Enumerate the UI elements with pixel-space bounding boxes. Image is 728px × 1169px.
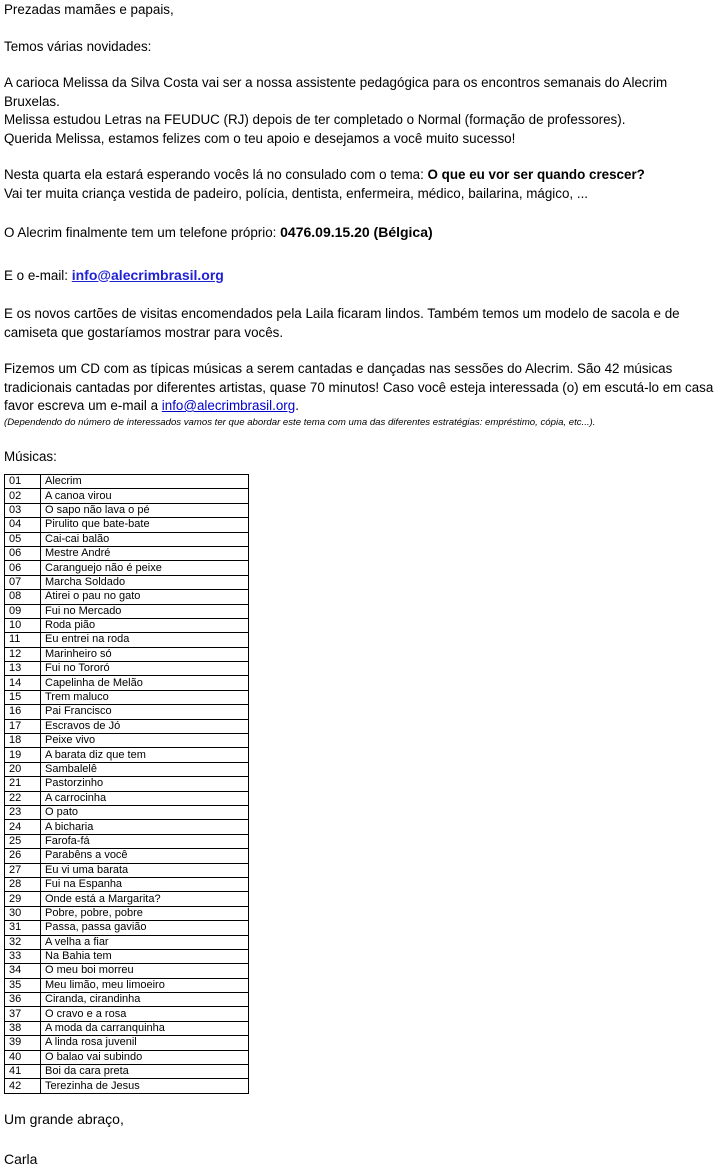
song-number: 05 — [5, 532, 41, 546]
song-title: A barata diz que tem — [41, 748, 249, 762]
song-title: Peixe vivo — [41, 734, 249, 748]
song-number: 11 — [5, 633, 41, 647]
table-row — [5, 762, 249, 776]
intro-line: Temos várias novidades: — [4, 38, 152, 54]
song-title: Capelinha de Melão — [41, 676, 249, 690]
wednesday-line-1 — [4, 166, 726, 185]
song-number: 39 — [5, 1036, 41, 1050]
song-number: 16 — [5, 705, 41, 719]
table-row — [5, 921, 249, 935]
song-number: 23 — [5, 805, 41, 819]
table-row — [5, 1079, 249, 1093]
song-title: O meu boi morreu — [41, 964, 249, 978]
song-title: A velha a fiar — [41, 935, 249, 949]
songs-table — [4, 474, 249, 1094]
song-title: Fui na Espanha — [41, 877, 249, 891]
song-number: 29 — [5, 892, 41, 906]
assistant-line-2: Melissa estudou Letras na FEUDUC (RJ) depois de ter completado o Normal (formação de professores). — [4, 112, 626, 127]
table-row — [5, 1065, 249, 1079]
song-title: Pai Francisco — [41, 705, 249, 719]
song-title: Fui no Mercado — [41, 604, 249, 618]
song-number: 07 — [5, 575, 41, 589]
table-row — [5, 978, 249, 992]
phone-prefix: O Alecrim finalmente tem um telefone próprio: — [4, 225, 281, 240]
song-number: 38 — [5, 1021, 41, 1035]
table-row — [5, 964, 249, 978]
table-row — [5, 690, 249, 704]
song-number: 06 — [5, 546, 41, 560]
song-title: A canoa virou — [41, 489, 249, 503]
cd-line-3-suffix: . — [295, 398, 299, 413]
song-number: 19 — [5, 748, 41, 762]
song-number: 32 — [5, 935, 41, 949]
cards-paragraph — [4, 305, 726, 342]
cards-line-1: E os novos cartões de visitas encomendados pela Laila ficaram lindos. Também temos um modelo de sacola e de — [4, 306, 680, 321]
song-number: 20 — [5, 762, 41, 776]
song-number: 36 — [5, 993, 41, 1007]
email-body — [4, 0, 726, 1169]
table-row — [5, 734, 249, 748]
assistant-paragraph — [4, 74, 726, 148]
table-row — [5, 705, 249, 719]
table-row — [5, 618, 249, 632]
wednesday-theme: O que eu vor ser quando crescer? — [427, 167, 645, 182]
song-title: O pato — [41, 805, 249, 819]
phone-number: 0476.09.15.20 (Bélgica) — [280, 224, 433, 240]
cd-line-3-prefix: favor escreva um e-mail a — [4, 398, 162, 413]
song-title: O sapo não lava o pé — [41, 503, 249, 517]
cd-note: (Dependendo do número de interessados vamos ter que abordar este tema com uma das diferentes estratégias: empréstimo, cópia, etc...). — [4, 416, 596, 428]
song-title: Roda pião — [41, 618, 249, 632]
email-prefix: E o e-mail: — [4, 267, 72, 283]
song-title: Farofa-fá — [41, 834, 249, 848]
song-number: 25 — [5, 834, 41, 848]
table-row — [5, 877, 249, 891]
song-title: Mestre André — [41, 546, 249, 560]
song-number: 02 — [5, 489, 41, 503]
table-row — [5, 647, 249, 661]
table-row — [5, 1036, 249, 1050]
song-title: Alecrim — [41, 475, 249, 489]
cards-line-2: camiseta que gostaríamos mostrar para vocês. — [4, 324, 284, 340]
greeting: Prezadas mamães e papais, — [4, 2, 174, 17]
song-number: 24 — [5, 820, 41, 834]
song-number: 18 — [5, 734, 41, 748]
closing: Um grande abraço, — [4, 1110, 124, 1127]
song-number: 27 — [5, 863, 41, 877]
song-title: Ciranda, cirandinha — [41, 993, 249, 1007]
song-number: 04 — [5, 518, 41, 532]
table-row — [5, 503, 249, 517]
cd-line-3 — [4, 397, 726, 416]
table-row — [5, 863, 249, 877]
song-number: 30 — [5, 906, 41, 920]
song-number: 42 — [5, 1079, 41, 1093]
table-row — [5, 906, 249, 920]
song-number: 28 — [5, 877, 41, 891]
songs-heading: Músicas: — [4, 448, 57, 464]
song-title: Pirulito que bate-bate — [41, 518, 249, 532]
table-row — [5, 1050, 249, 1064]
song-title: Na Bahia tem — [41, 949, 249, 963]
song-title: Fui no Tororó — [41, 662, 249, 676]
cd-paragraph — [4, 360, 726, 429]
song-title: Parabêns a você — [41, 849, 249, 863]
email-paragraph — [4, 266, 726, 286]
song-number: 01 — [5, 475, 41, 489]
song-number: 15 — [5, 690, 41, 704]
table-row — [5, 949, 249, 963]
song-number: 31 — [5, 921, 41, 935]
song-title: Escravos de Jó — [41, 719, 249, 733]
song-number: 35 — [5, 978, 41, 992]
table-row — [5, 518, 249, 532]
wednesday-prefix: Nesta quarta ela estará esperando vocês lá no consulado com o tema: — [4, 167, 428, 182]
assistant-line-3: Querida Melissa, estamos felizes com o teu apoio e desejamos a você muito sucesso! — [4, 130, 516, 146]
song-title: Sambalelê — [41, 762, 249, 776]
table-row — [5, 546, 249, 560]
cd-email-link[interactable]: info@alecrimbrasil.org — [161, 398, 296, 413]
table-row — [5, 489, 249, 503]
table-row — [5, 676, 249, 690]
song-title: A carrocinha — [41, 791, 249, 805]
song-number: 34 — [5, 964, 41, 978]
phone-paragraph — [4, 223, 726, 243]
song-number: 06 — [5, 561, 41, 575]
signature: Carla — [4, 1151, 38, 1168]
song-title: Onde está a Margarita? — [41, 892, 249, 906]
song-number: 08 — [5, 590, 41, 604]
song-title: Meu limão, meu limoeiro — [41, 978, 249, 992]
wednesday-paragraph — [4, 166, 726, 203]
song-number: 09 — [5, 604, 41, 618]
song-number: 41 — [5, 1065, 41, 1079]
table-row — [5, 805, 249, 819]
table-row — [5, 475, 249, 489]
song-number: 33 — [5, 949, 41, 963]
table-row — [5, 791, 249, 805]
song-title: Passa, passa gavião — [41, 921, 249, 935]
table-row — [5, 1021, 249, 1035]
table-row — [5, 1007, 249, 1021]
table-row — [5, 662, 249, 676]
table-row — [5, 561, 249, 575]
song-title: A moda da carranquinha — [41, 1021, 249, 1035]
song-number: 37 — [5, 1007, 41, 1021]
assistant-line-1: A carioca Melissa da Silva Costa vai ser a nossa assistente pedagógica para os encontros semanais do Alecrim Bruxelas. — [4, 75, 668, 109]
songs-table-body — [5, 475, 249, 1094]
song-title: Pastorzinho — [41, 777, 249, 791]
song-number: 22 — [5, 791, 41, 805]
song-title: Pobre, pobre, pobre — [41, 906, 249, 920]
song-title: A linda rosa juvenil — [41, 1036, 249, 1050]
table-row — [5, 849, 249, 863]
cd-line-1: Fizemos um CD com as típicas músicas a serem cantadas e dançadas nas sessões do Alecrim. São 42 músicas — [4, 361, 673, 376]
song-title: Caranguejo não é peixe — [41, 561, 249, 575]
table-row — [5, 834, 249, 848]
table-row — [5, 820, 249, 834]
table-row — [5, 777, 249, 791]
table-row — [5, 590, 249, 604]
song-number: 12 — [5, 647, 41, 661]
table-row — [5, 604, 249, 618]
song-number: 26 — [5, 849, 41, 863]
song-number: 14 — [5, 676, 41, 690]
cd-line-2: tradicionais cantadas por diferentes artistas, quase 70 minutos! Caso você esteja interessada (o) em escutá-lo em casa — [4, 379, 714, 395]
song-title: O balao vai subindo — [41, 1050, 249, 1064]
song-title: Eu vi uma barata — [41, 863, 249, 877]
song-title: Marinheiro só — [41, 647, 249, 661]
song-title: Trem maluco — [41, 690, 249, 704]
song-title: Eu entrei na roda — [41, 633, 249, 647]
table-row — [5, 993, 249, 1007]
song-number: 13 — [5, 662, 41, 676]
table-row — [5, 532, 249, 546]
table-row — [5, 633, 249, 647]
song-title: Atirei o pau no gato — [41, 590, 249, 604]
table-row — [5, 748, 249, 762]
table-row — [5, 935, 249, 949]
song-title: A bicharia — [41, 820, 249, 834]
song-title: Terezinha de Jesus — [41, 1079, 249, 1093]
song-title: Boi da cara preta — [41, 1065, 249, 1079]
song-number: 10 — [5, 618, 41, 632]
table-row — [5, 719, 249, 733]
song-number: 40 — [5, 1050, 41, 1064]
email-link[interactable]: info@alecrimbrasil.org — [71, 266, 224, 283]
song-number: 17 — [5, 719, 41, 733]
wednesday-line-2: Vai ter muita criança vestida de padeiro, polícia, dentista, enfermeira, médico, bailarina, mágico, ... — [4, 185, 589, 201]
song-title: Marcha Soldado — [41, 575, 249, 589]
table-row — [5, 892, 249, 906]
song-number: 03 — [5, 503, 41, 517]
song-title: Cai-cai balão — [41, 532, 249, 546]
song-title: O cravo e a rosa — [41, 1007, 249, 1021]
table-row — [5, 575, 249, 589]
song-number: 21 — [5, 777, 41, 791]
